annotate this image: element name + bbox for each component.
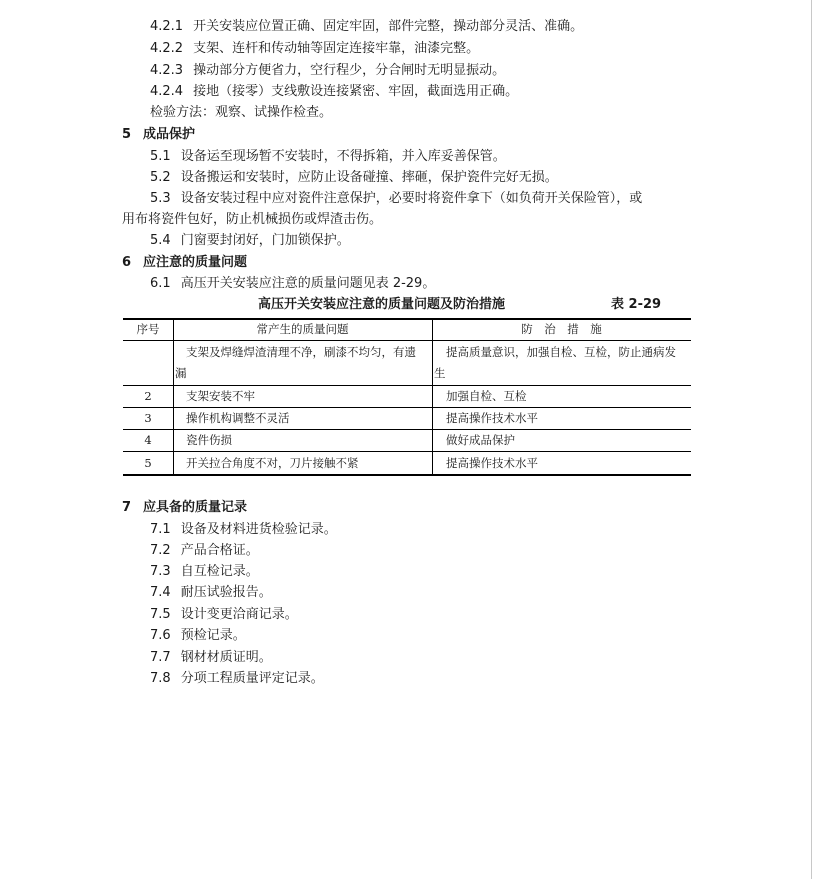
inspection-method: 检验方法：观察、试操作检查。 bbox=[150, 105, 333, 120]
paragraph-4-2-3 bbox=[150, 62, 505, 80]
table-bottom-rule bbox=[123, 474, 691, 476]
paragraph-7-6 bbox=[150, 627, 246, 645]
row-5-problem: 开关拉合角度不对，刀片接触不紧 bbox=[186, 456, 359, 470]
paragraph-7-8 bbox=[150, 670, 324, 688]
row-1-problem: 支架及焊缝焊渣清理不净，刷漆不均匀，有遗 bbox=[186, 345, 416, 359]
section-number: 6 bbox=[122, 255, 132, 270]
paragraph-5-3 bbox=[150, 190, 642, 208]
section-title: 应具备的质量记录 bbox=[143, 500, 248, 515]
row-5-no: 5 bbox=[144, 456, 152, 470]
paragraph-4-2-1 bbox=[150, 18, 583, 36]
section-title: 成品保护 bbox=[143, 127, 196, 142]
row-4-problem: 瓷件伤损 bbox=[186, 433, 232, 447]
item-text: 高压开关安装应注意的质量问题见表 2-29。 bbox=[180, 276, 436, 291]
row-3-measure: 提高操作技术水平 bbox=[446, 411, 538, 425]
item-text: 开关安装应位置正确、固定牢固，部件完整，操动部分灵活、准确。 bbox=[193, 19, 584, 34]
item-number: 5.4 bbox=[150, 233, 171, 248]
page-edge-line bbox=[811, 0, 812, 879]
item-text: 自互检记录。 bbox=[180, 564, 259, 579]
row-3-problem: 操作机构调整不灵活 bbox=[186, 411, 290, 425]
item-number: 7.3 bbox=[150, 564, 171, 579]
item-number: 5.2 bbox=[150, 170, 171, 185]
paragraph-4-2-4 bbox=[150, 83, 518, 101]
row-2-measure: 加强自检、互检 bbox=[446, 389, 527, 403]
item-number: 7.6 bbox=[150, 628, 171, 643]
item-number: 5.3 bbox=[150, 191, 171, 206]
item-number: 4.2.1 bbox=[150, 19, 184, 34]
paragraph-6-1 bbox=[150, 275, 435, 293]
paragraph-7-1 bbox=[150, 521, 337, 539]
paragraph-5-1 bbox=[150, 148, 506, 166]
row-2-no: 2 bbox=[144, 389, 152, 403]
section-7-heading bbox=[122, 499, 247, 517]
row-2-problem: 支架安装不牢 bbox=[186, 389, 255, 403]
item-number: 7.4 bbox=[150, 585, 171, 600]
paragraph-7-7 bbox=[150, 649, 272, 667]
row-4-no: 4 bbox=[144, 433, 152, 447]
row-1-problem-cont: 漏 bbox=[175, 366, 187, 380]
table-number: 表 2-29 bbox=[611, 297, 662, 312]
table-column-rule bbox=[173, 318, 174, 476]
section-6-heading bbox=[122, 254, 247, 272]
section-number: 5 bbox=[122, 127, 132, 142]
row-4-measure: 做好成品保护 bbox=[446, 433, 515, 447]
item-text: 设备搬运和安装时，应防止设备碰撞、摔砸，保护瓷件完好无损。 bbox=[180, 170, 558, 185]
item-text: 支架、连杆和传动轴等固定连接牢靠，油漆完整。 bbox=[193, 41, 480, 56]
item-number: 4.2.4 bbox=[150, 84, 184, 99]
paragraph-7-5 bbox=[150, 606, 298, 624]
item-text: 钢材材质证明。 bbox=[180, 650, 272, 665]
table-caption: 高压开关安装应注意的质量问题及防治措施 bbox=[258, 297, 506, 312]
item-text: 操动部分方便省力，空行程少，分合闸时无明显振动。 bbox=[193, 63, 506, 78]
table-column-rule bbox=[432, 318, 433, 476]
item-text: 耐压试验报告。 bbox=[180, 585, 272, 600]
quality-issues-table bbox=[123, 318, 691, 476]
paragraph-7-3 bbox=[150, 563, 259, 581]
section-number: 7 bbox=[122, 500, 132, 515]
header-no: 序号 bbox=[136, 322, 160, 336]
item-text: 设备运至现场暂不安装时，不得拆箱，并入库妥善保管。 bbox=[180, 149, 506, 164]
paragraph-7-4 bbox=[150, 584, 272, 602]
item-number: 7.8 bbox=[150, 671, 171, 686]
row-3-no: 3 bbox=[144, 411, 152, 425]
header-measure: 防 治 措 施 bbox=[521, 322, 602, 336]
item-text: 预检记录。 bbox=[180, 628, 246, 643]
paragraph-4-2-2 bbox=[150, 40, 479, 58]
item-number: 5.1 bbox=[150, 149, 171, 164]
item-number: 7.5 bbox=[150, 607, 171, 622]
item-text: 产品合格证。 bbox=[180, 543, 259, 558]
item-number: 4.2.3 bbox=[150, 63, 184, 78]
item-number: 6.1 bbox=[150, 276, 171, 291]
item-number: 7.1 bbox=[150, 522, 171, 537]
item-number: 4.2.2 bbox=[150, 41, 184, 56]
item-number: 7.2 bbox=[150, 543, 171, 558]
item-text: 接地（接零）支线敷设连接紧密、牢固，截面选用正确。 bbox=[193, 84, 519, 99]
paragraph-5-4 bbox=[150, 232, 350, 250]
row-1-measure: 提高质量意识，加强自检、互检，防止通病发 bbox=[446, 345, 676, 359]
item-text: 门窗要封闭好，门加锁保护。 bbox=[180, 233, 350, 248]
item-text: 分项工程质量评定记录。 bbox=[180, 671, 324, 686]
row-5-measure: 提高操作技术水平 bbox=[446, 456, 538, 470]
header-problem: 常产生的质量问题 bbox=[256, 322, 349, 336]
section-title: 应注意的质量问题 bbox=[143, 255, 248, 270]
item-number: 7.7 bbox=[150, 650, 171, 665]
item-text: 设计变更洽商记录。 bbox=[180, 607, 298, 622]
item-text: 设备及材料进货检验记录。 bbox=[180, 522, 337, 537]
row-1-measure-cont: 生 bbox=[434, 366, 446, 380]
paragraph-5-2 bbox=[150, 169, 558, 187]
paragraph-7-2 bbox=[150, 542, 259, 560]
item-text: 设备安装过程中应对瓷件注意保护，必要时将瓷件拿下（如负荷开关保险管），或 bbox=[180, 191, 643, 206]
paragraph-5-3-continued: 用布将瓷件包好，防止机械损伤或焊渣击伤。 bbox=[122, 212, 383, 227]
section-5-heading bbox=[122, 126, 195, 144]
